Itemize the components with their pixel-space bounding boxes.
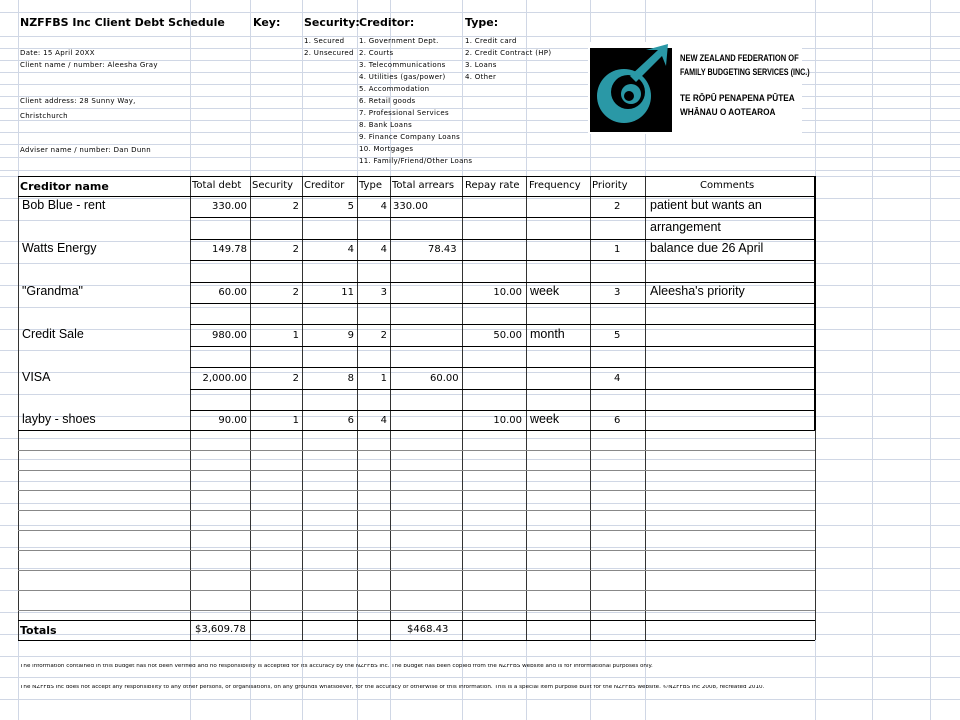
table-border-h bbox=[190, 260, 815, 261]
creditor-key-item: 3. Telecommunications bbox=[359, 61, 446, 69]
table-border-h bbox=[18, 196, 815, 197]
creditor-name-cell[interactable]: Credit Sale bbox=[22, 327, 84, 341]
totals-arrears: $468.43 bbox=[407, 624, 449, 635]
creditor-heading: Creditor: bbox=[359, 16, 415, 29]
table-border-h bbox=[18, 176, 815, 177]
sheet-title: NZFFBS Inc Client Debt Schedule bbox=[20, 16, 225, 29]
creditor-name-cell[interactable]: layby - shoes bbox=[22, 412, 96, 426]
table-header-8: Priority bbox=[592, 180, 628, 191]
gridline-h bbox=[0, 525, 960, 526]
priority-cell[interactable]: 5 bbox=[614, 330, 621, 341]
gridline-h bbox=[0, 144, 960, 145]
security-key-item: 1. Secured bbox=[304, 37, 345, 45]
type-cell[interactable]: 2 bbox=[380, 330, 387, 341]
table-border-h bbox=[18, 450, 815, 451]
gridline-h bbox=[0, 120, 960, 121]
gridline-h bbox=[0, 241, 960, 242]
total-arrears-cell[interactable]: 330.00 bbox=[393, 201, 428, 212]
gridline-h bbox=[0, 329, 960, 330]
gridline-h bbox=[0, 503, 960, 504]
security-key-item: 2. Unsecured bbox=[304, 49, 354, 57]
table-border-h bbox=[18, 550, 815, 551]
gridline-h bbox=[0, 372, 960, 373]
table-border-h bbox=[18, 640, 815, 641]
type-key-item: 1. Credit card bbox=[465, 37, 517, 45]
priority-cell[interactable]: 1 bbox=[614, 244, 621, 255]
client-date: Date: 15 April 20XX bbox=[20, 49, 95, 57]
priority-cell[interactable]: 4 bbox=[614, 373, 621, 384]
nzffbs-logo bbox=[588, 42, 810, 134]
repay-rate-cell[interactable]: 10.00 bbox=[493, 415, 522, 426]
repay-rate-cell[interactable]: 50.00 bbox=[493, 330, 522, 341]
table-header-1: Total debt bbox=[192, 180, 242, 191]
table-border-h bbox=[18, 530, 815, 531]
logo-line-4: WHĀNAU O AOTEAROA bbox=[680, 107, 776, 118]
creditor-code-cell[interactable]: 11 bbox=[341, 287, 354, 298]
gridline-h bbox=[0, 350, 960, 351]
table-border-h bbox=[18, 610, 815, 611]
total-debt-cell[interactable]: 60.00 bbox=[218, 287, 247, 298]
comment-cell[interactable]: patient but wants an bbox=[650, 198, 762, 212]
table-header-5: Total arrears bbox=[392, 180, 455, 191]
client-name: Client name / number: Aleesha Gray bbox=[20, 61, 158, 69]
type-key-item: 4. Other bbox=[465, 73, 497, 81]
table-border-h bbox=[190, 367, 815, 368]
client-address-city: Christchurch bbox=[20, 112, 68, 120]
creditor-key-item: 7. Professional Services bbox=[359, 109, 449, 117]
table-thick-right bbox=[814, 176, 816, 430]
security-cell[interactable]: 2 bbox=[292, 373, 299, 384]
client-address: Client address: 28 Sunny Way, bbox=[20, 97, 136, 105]
type-cell[interactable]: 4 bbox=[380, 201, 387, 212]
totals-debt: $3,609.78 bbox=[195, 624, 246, 635]
table-header-9: Comments bbox=[700, 180, 755, 191]
total-debt-cell[interactable]: 90.00 bbox=[218, 415, 247, 426]
type-key-item: 3. Loans bbox=[465, 61, 497, 69]
totals-label: Totals bbox=[20, 624, 57, 637]
creditor-code-cell[interactable]: 9 bbox=[347, 330, 354, 341]
total-arrears-cell[interactable]: 60.00 bbox=[430, 373, 459, 384]
adviser-name: Adviser name / number: Dan Dunn bbox=[20, 146, 152, 154]
creditor-key-item: 10. Mortgages bbox=[359, 145, 414, 153]
type-key-item: 2. Credit Contract (HP) bbox=[465, 49, 552, 57]
gridline-h bbox=[0, 612, 960, 613]
security-cell[interactable]: 2 bbox=[292, 287, 299, 298]
gridline-h bbox=[0, 108, 960, 109]
gridline-h bbox=[0, 307, 960, 308]
gridline-h bbox=[0, 132, 960, 133]
type-cell[interactable]: 1 bbox=[380, 373, 387, 384]
table-header-2: Security bbox=[252, 180, 294, 191]
creditor-key-item: 9. Finance Company Loans bbox=[359, 133, 461, 141]
gridline-h bbox=[0, 170, 960, 171]
total-debt-cell[interactable]: 2,000.00 bbox=[202, 373, 247, 384]
creditor-name-cell[interactable]: "Grandma" bbox=[22, 284, 83, 298]
table-border-h bbox=[18, 490, 815, 491]
repay-rate-cell[interactable]: 10.00 bbox=[493, 287, 522, 298]
gridline-h bbox=[0, 568, 960, 569]
gridline-h bbox=[0, 547, 960, 548]
logo-line-3: TE RŌPŪ PENAPENA PŪTEA bbox=[680, 93, 795, 104]
comment-cell[interactable]: balance due 26 April bbox=[650, 241, 764, 255]
total-debt-cell[interactable]: 330.00 bbox=[212, 201, 247, 212]
table-border-h bbox=[18, 470, 815, 471]
type-cell[interactable]: 3 bbox=[380, 287, 387, 298]
table-border-h bbox=[18, 590, 815, 591]
creditor-key-item: 1. Government Dept. bbox=[359, 37, 439, 45]
gridline-h bbox=[0, 459, 960, 460]
gridline-h bbox=[0, 84, 960, 85]
gridline-h bbox=[0, 157, 960, 158]
gridline-h bbox=[0, 634, 960, 635]
table-border-h bbox=[190, 389, 815, 390]
security-cell[interactable]: 2 bbox=[292, 244, 299, 255]
creditor-code-cell[interactable]: 6 bbox=[347, 415, 354, 426]
gridline-h bbox=[0, 699, 960, 700]
gridline-h bbox=[0, 198, 960, 199]
table-border-h bbox=[190, 346, 815, 347]
security-cell[interactable]: 2 bbox=[292, 201, 299, 212]
gridline-h bbox=[0, 263, 960, 264]
security-heading: Security: bbox=[304, 16, 360, 29]
disclaimer-text-2: The NZFFBS Inc does not accept any responsibility to any other persons, or organisations, on any grounds whatsoever, for the accuracy or otherwise of this information. This is a special item purpose built for the NZFFBS website. ©NZFFBS Inc 2008, recreated 2010. bbox=[20, 685, 765, 690]
frequency-cell[interactable]: week bbox=[530, 412, 560, 426]
creditor-key-item: 6. Retail goods bbox=[359, 97, 416, 105]
key-label: Key: bbox=[253, 16, 281, 29]
gridline-h bbox=[0, 677, 960, 678]
gridline-h bbox=[0, 96, 960, 97]
creditor-code-cell[interactable]: 5 bbox=[347, 201, 354, 212]
total-debt-cell[interactable]: 980.00 bbox=[212, 330, 247, 341]
creditor-key-item: 11. Family/Friend/Other Loans bbox=[359, 157, 473, 165]
frequency-cell[interactable]: month bbox=[530, 327, 565, 341]
table-header-7: Frequency bbox=[529, 180, 581, 191]
type-cell[interactable]: 4 bbox=[380, 415, 387, 426]
table-border-h bbox=[18, 430, 815, 431]
comment-cell[interactable]: Aleesha's priority bbox=[650, 284, 745, 298]
table-border-h bbox=[190, 282, 815, 283]
disclaimer-text: The information contained in this budget has not been verified and no responsibility is accepted for its accuracy by the NZFFBS Inc. The budget has been copied from the NZFFBS website and is for informational purposes only. bbox=[20, 664, 653, 669]
type-heading: Type: bbox=[465, 16, 499, 29]
gridline-h bbox=[0, 656, 960, 657]
frequency-cell[interactable]: week bbox=[530, 284, 560, 298]
creditor-name-cell[interactable]: Watts Energy bbox=[22, 241, 97, 255]
creditor-key-item: 5. Accommodation bbox=[359, 85, 430, 93]
table-border-h bbox=[190, 303, 815, 304]
gridline-h bbox=[0, 12, 960, 13]
gridline-h bbox=[0, 285, 960, 286]
total-debt-cell[interactable]: 149.78 bbox=[212, 244, 247, 255]
priority-cell[interactable]: 6 bbox=[614, 415, 621, 426]
priority-cell[interactable]: 3 bbox=[614, 287, 621, 298]
table-header-0: Creditor name bbox=[20, 180, 109, 193]
gridline-h bbox=[0, 220, 960, 221]
table-header-4: Type bbox=[359, 180, 382, 191]
creditor-code-cell[interactable]: 8 bbox=[347, 373, 354, 384]
table-border-h bbox=[190, 324, 815, 325]
priority-cell[interactable]: 2 bbox=[614, 201, 621, 212]
creditor-key-item: 4. Utilities (gas/power) bbox=[359, 73, 446, 81]
security-cell[interactable]: 1 bbox=[292, 415, 299, 426]
table-border-h bbox=[190, 217, 815, 218]
logo-line-1: NEW ZEALAND FEDERATION OF bbox=[680, 53, 799, 63]
table-border-h bbox=[18, 620, 815, 621]
creditor-name-cell[interactable]: VISA bbox=[22, 370, 51, 384]
table-border-h bbox=[18, 510, 815, 511]
table-header-6: Repay rate bbox=[465, 180, 520, 191]
creditor-key-item: 2. Courts bbox=[359, 49, 394, 57]
creditor-key-item: 8. Bank Loans bbox=[359, 121, 413, 129]
gridline-h bbox=[0, 438, 960, 439]
type-cell[interactable]: 4 bbox=[380, 244, 387, 255]
creditor-code-cell[interactable]: 4 bbox=[347, 244, 354, 255]
table-header-3: Creditor bbox=[304, 180, 345, 191]
table-border-h bbox=[18, 570, 815, 571]
gridline-h bbox=[0, 394, 960, 395]
security-cell[interactable]: 1 bbox=[292, 330, 299, 341]
total-arrears-cell[interactable]: 78.43 bbox=[428, 244, 457, 255]
logo-line-2: FAMILY BUDGETING SERVICES (INC.) bbox=[680, 67, 810, 77]
creditor-name-cell[interactable]: Bob Blue - rent bbox=[22, 198, 106, 212]
table-border-h bbox=[190, 410, 815, 411]
comment-cell-continued[interactable]: arrangement bbox=[650, 220, 721, 234]
gridline-h bbox=[0, 481, 960, 482]
table-border-h bbox=[190, 239, 815, 240]
